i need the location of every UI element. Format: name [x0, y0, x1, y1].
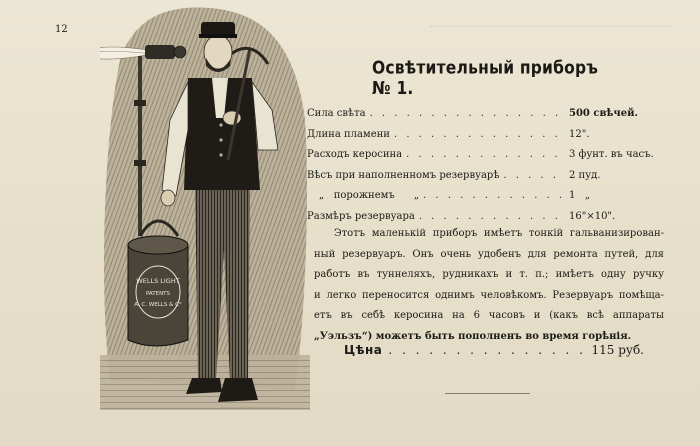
tank-label-top: WELLS LIGHT	[136, 277, 180, 285]
description-line: Этотъ маленькій приборъ имѣетъ тонкій гальванизирован-	[334, 228, 664, 239]
price-line	[344, 343, 644, 357]
spec-label: Вѣсъ при наполненномъ резервуарѣ	[307, 169, 500, 181]
spec-row	[307, 186, 665, 207]
price-label: Цѣна	[344, 343, 383, 357]
spec-row	[307, 166, 665, 187]
leader-dots	[394, 125, 565, 146]
spec-row	[307, 125, 665, 146]
page-number: 12	[55, 24, 68, 35]
description-line: работъ въ туннеляхъ, рудникахъ и т. п.; имѣетъ одну ручку	[314, 269, 664, 281]
product-description	[314, 224, 664, 348]
description-line: и легко переносится однимъ человѣкомъ. Резервуаръ помѣща-	[314, 289, 664, 301]
leader-dots	[370, 104, 565, 125]
spec-row	[307, 145, 665, 166]
spec-value: 1 „	[569, 190, 591, 202]
spec-value: 2 пуд.	[569, 169, 601, 181]
description-line: ный резервуаръ. Онъ очень удобенъ для ремонта путей, для	[314, 248, 664, 260]
spec-label: „ порожнемъ „	[319, 190, 419, 202]
spec-value: 12".	[569, 128, 590, 140]
leader-dots	[423, 186, 565, 207]
spec-value: 16"×10".	[569, 210, 616, 222]
leader-dots	[388, 343, 585, 357]
divider	[445, 393, 530, 394]
spec-value: 3 фунт. въ часъ.	[569, 149, 654, 161]
description-line: „Уэльзъ“) можетъ быть пополненъ во время горѣнія.	[314, 330, 632, 342]
spec-label: Сила свѣта	[307, 108, 366, 119]
leader-dots	[406, 145, 565, 166]
leader-dots	[503, 166, 565, 187]
price-value: 115 руб.	[591, 343, 644, 357]
spec-row	[307, 104, 665, 125]
product-title: Освѣтительный приборъ № 1.	[372, 57, 599, 99]
tank-label-middle: PATENTS	[145, 291, 171, 297]
bleed-through-text	[430, 26, 670, 39]
spec-value: 500 свѣчей.	[569, 108, 639, 119]
tank-label-bottom: A. C. WELLS & C°	[134, 302, 182, 308]
spec-label: Длина пламени	[307, 128, 390, 140]
spec-label: Расходъ керосина	[307, 149, 403, 161]
spec-list	[307, 104, 665, 228]
description-line: етъ въ себѣ керосина на 6 часовъ и (какъ всѣ аппараты	[314, 310, 664, 322]
lamp-illustration	[100, 0, 310, 430]
spec-label: Размѣръ резервуара	[307, 210, 415, 222]
